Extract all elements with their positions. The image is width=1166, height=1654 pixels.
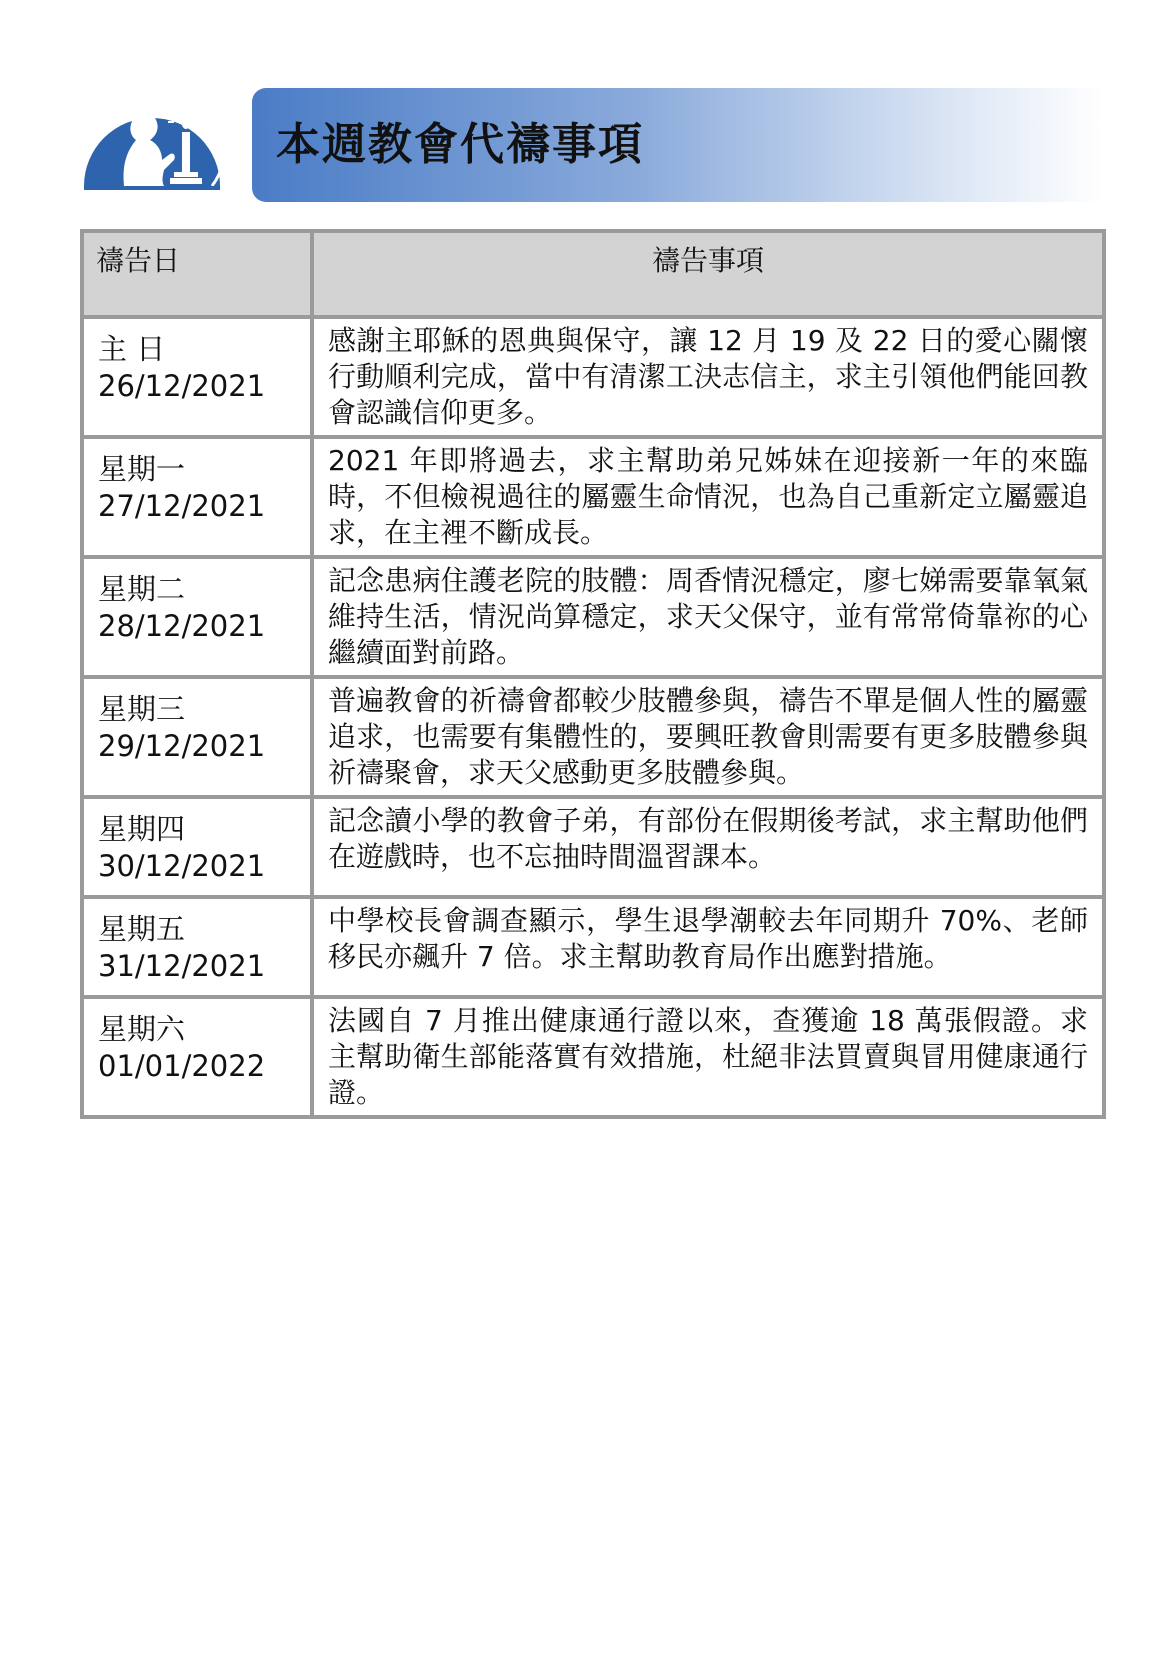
table-row — [82, 677, 1104, 797]
day-cell — [82, 897, 312, 997]
table-row — [82, 557, 1104, 677]
prayer-item: 感謝主耶穌的恩典與保守，讓 12 月 19 及 22 日的愛心關懷行動順利完成，當中有清潔工決志信主，求主引領他們能回教會認識信仰更多。 — [312, 317, 1104, 437]
prayer-table — [80, 229, 1106, 1119]
day-cell — [82, 557, 312, 677]
day-cell — [82, 437, 312, 557]
day-date: 01/01/2022 — [98, 1049, 266, 1083]
table-row — [82, 317, 1104, 437]
day-cell — [82, 797, 312, 897]
prayer-item: 法國自 7 月推出健康通行證以來，查獲逾 18 萬張假證。求主幫助衛生部能落實有效措施，杜絕非法買賣與冒用健康通行證。 — [312, 997, 1104, 1117]
praying-candle-logo-icon — [78, 74, 226, 194]
title-banner — [252, 88, 1102, 202]
day-label: 主 日 — [98, 332, 166, 366]
column-header-day: 禱告日 — [82, 231, 312, 317]
table-row — [82, 437, 1104, 557]
page-title: 本週教會代禱事項 — [276, 119, 644, 170]
table-row — [82, 997, 1104, 1117]
day-date: 27/12/2021 — [98, 489, 266, 523]
table-row — [82, 797, 1104, 897]
day-cell — [82, 997, 312, 1117]
prayer-item: 記念患病住護老院的肢體：周香情況穩定，廖七娣需要靠氧氣維持生活，情況尚算穩定，求天父保守，並有常常倚靠祢的心繼續面對前路。 — [312, 557, 1104, 677]
day-date: 26/12/2021 — [98, 369, 266, 403]
day-label: 星期五 — [98, 912, 186, 946]
day-date: 29/12/2021 — [98, 729, 266, 763]
column-header-item: 禱告事項 — [312, 231, 1104, 317]
table-row — [82, 897, 1104, 997]
day-cell — [82, 317, 312, 437]
day-label: 星期四 — [98, 812, 186, 846]
day-label: 星期一 — [98, 452, 186, 486]
prayer-item: 中學校長會調查顯示，學生退學潮較去年同期升 70%、老師移民亦飆升 7 倍。求主幫助教育局作出應對措施。 — [312, 897, 1104, 997]
table-header-row — [82, 231, 1104, 317]
day-cell — [82, 677, 312, 797]
prayer-item: 記念讀小學的教會子弟，有部份在假期後考試，求主幫助他們在遊戲時，也不忘抽時間溫習課本。 — [312, 797, 1104, 897]
church-logo — [78, 74, 226, 194]
prayer-item: 2021 年即將過去，求主幫助弟兄姊妹在迎接新一年的來臨時，不但檢視過往的屬靈生命情況，也為自己重新定立屬靈追求，在主裡不斷成長。 — [312, 437, 1104, 557]
day-date: 31/12/2021 — [98, 949, 266, 983]
prayer-item: 普遍教會的祈禱會都較少肢體參與，禱告不單是個人性的屬靈追求，也需要有集體性的，要興旺教會則需要有更多肢體參與祈禱聚會，求天父感動更多肢體參與。 — [312, 677, 1104, 797]
day-label: 星期二 — [98, 572, 186, 606]
day-label: 星期六 — [98, 1012, 186, 1046]
day-date: 28/12/2021 — [98, 609, 266, 643]
day-date: 30/12/2021 — [98, 849, 266, 883]
day-label: 星期三 — [98, 692, 186, 726]
